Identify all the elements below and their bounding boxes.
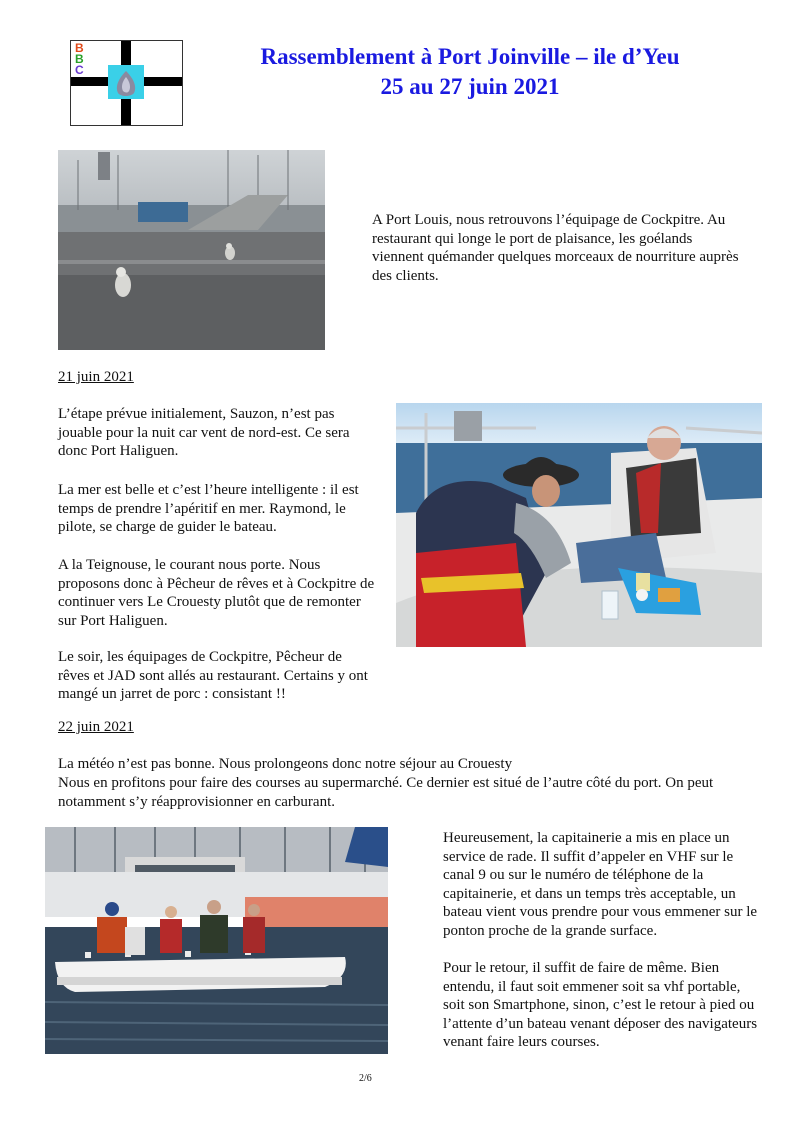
day1-paragraph-3: A la Teignouse, le courant nous porte. Nous proposons donc à Pêcheur de rêves et à Cockpitre de continuer vers Le Crouesty plutôt que de remonter sur Port Haliguen. [58,557,375,629]
title-line-1: Rassemblement à Port Joinville – ile d’Yeu [260,44,680,69]
page-number: 2/6 [359,1073,372,1084]
page-title [190,42,750,102]
day1-paragraph-4: Le soir, les équipages de Cockpitre, Pêcheur de rêves et JAD sont allés au restaurant. Certains y ont mangé un jarret de porc : consistant !! [58,649,368,702]
day2-line-1: La météo n’est pas bonne. Nous prolongeons donc notre séjour au Crouesty [58,756,513,772]
title-line-2: 25 au 27 juin 2021 [380,74,560,99]
date-heading-21-june: 21 juin 2021 [58,369,134,385]
date-heading-22-june: 22 juin 2021 [58,719,134,735]
day2-paragraph-1: Heureusement, la capitainerie a mis en place un service de rade. Il suffit d’appeler en VHF sur le canal 9 ou sur le numéro de téléphone de la capitainerie, et dans un temps très acceptable, un bateau vient vous prendre pour vous emmener sur le ponton proche de la grande surface. [443,830,758,939]
logo-letters [75,43,84,76]
day1-paragraph-1: L’étape prévue initialement, Sauzon, n’est pas jouable pour la nuit car vent de nord-est. Ce sera donc Port Haliguen. [58,406,350,459]
photo-seagulls-port [58,150,325,350]
day2-paragraph-2: Pour le retour, il suffit de faire de même. Bien entendu, il faut soit emmener soit sa vhf portable, soit son Smartphone, sinon, c’est le retour à pied ou l’attente d’un bateau venant déposer des navigateurs venant faire leurs courses. [443,960,758,1050]
club-flag-logo [70,40,183,126]
photo-aperitif-on-boat [396,403,762,647]
day1-paragraph-2: La mer est belle et c’est l’heure intelligente : il est temps de prendre l’apéritif en mer. Raymond, le pilote, se charge de guider le bateau. [58,482,359,535]
photo-harbour-shuttle-boat [45,827,388,1054]
intro-paragraph: A Port Louis, nous retrouvons l’équipage de Cockpitre. Au restaurant qui longe le port de plaisance, les goélands viennent quémander quelques morceaux de nourriture auprès des clients. [372,212,739,284]
logo-letter: B [75,52,84,66]
logo-letter: C [75,63,84,77]
day2-line-2: Nous en profitons pour faire des courses au supermarché. Ce dernier est situé de l’autre côté du port. On peut notamment s’y réapprovisionner en carburant. [58,775,714,810]
logo-letter: B [75,41,84,55]
